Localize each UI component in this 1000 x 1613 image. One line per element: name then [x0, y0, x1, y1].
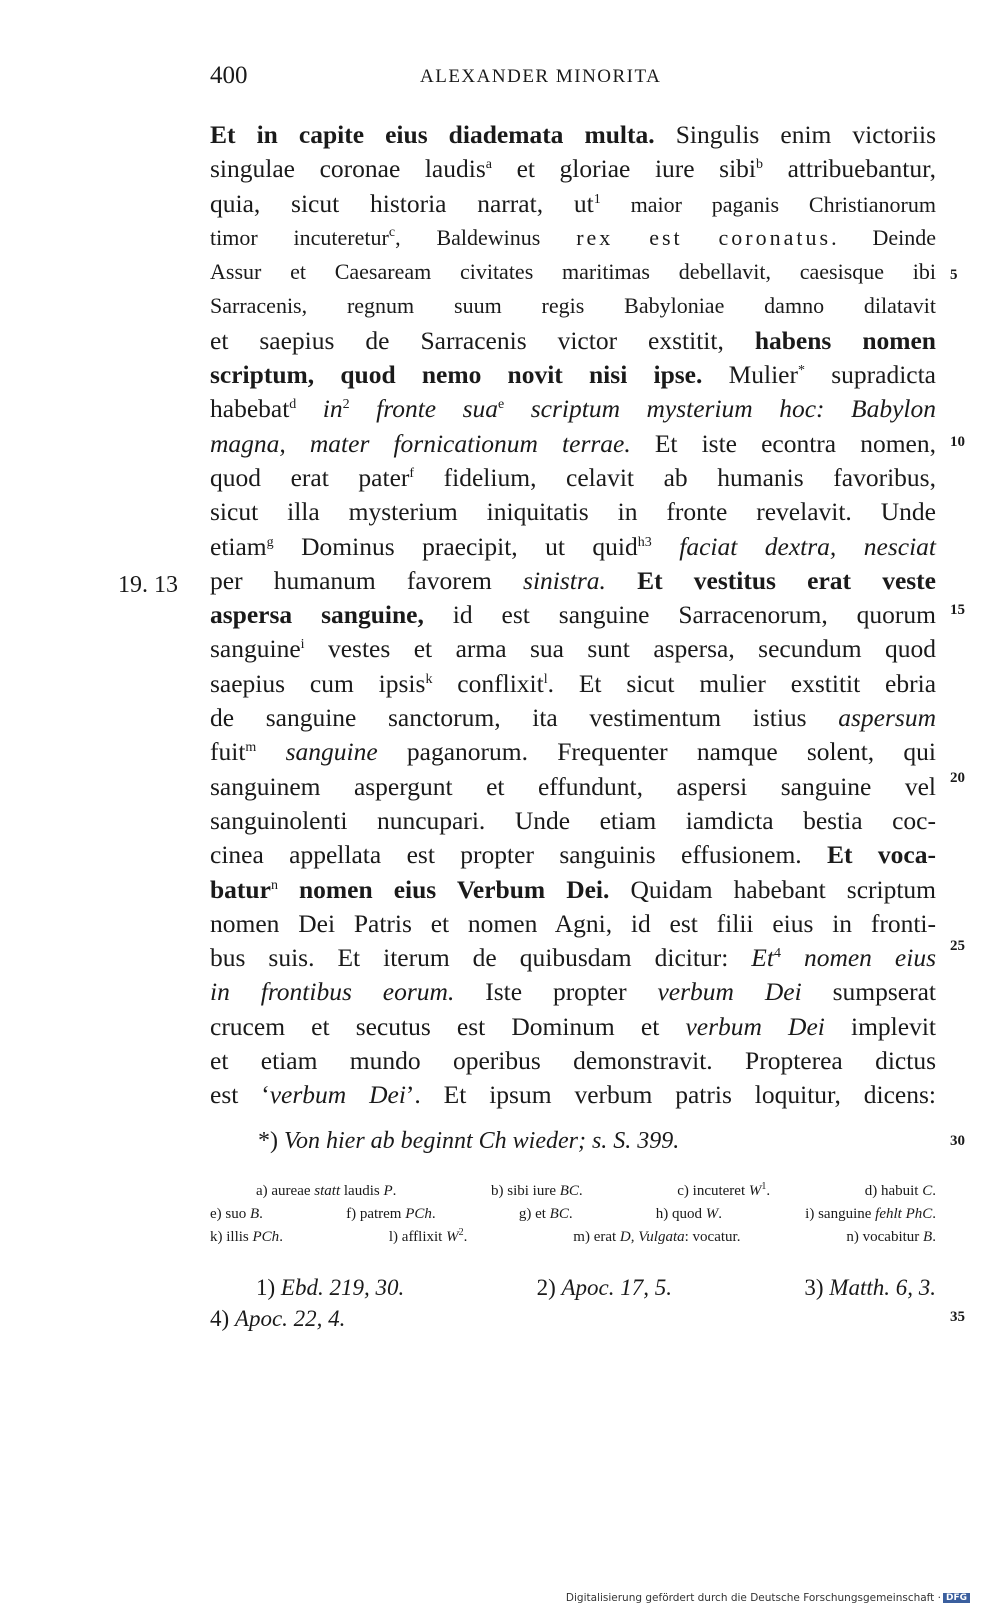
lemma: batur	[210, 874, 271, 904]
text-run: de sanguine sanctorum, ita vestimentum istius	[210, 703, 839, 733]
quotation: sinistra.	[523, 565, 606, 595]
text-run: per humanum favorem	[210, 565, 524, 595]
lemma: aspersa sanguine,	[210, 600, 424, 630]
lemma: Et voca-	[827, 840, 936, 870]
text-line-27	[210, 1010, 936, 1044]
text-run: saepius cum ipsis	[210, 668, 426, 698]
text-run: ’. Et ipsum verbum patris loquitur, dicens:	[405, 1080, 936, 1110]
text-run	[256, 737, 285, 766]
text-line-14	[210, 564, 936, 598]
text-run: est ‘	[210, 1080, 270, 1110]
apparatus-mark: n	[270, 877, 278, 893]
quotation: magna, mater fornicationum terrae.	[210, 428, 631, 458]
text-run: . Et sicut mulier exstitit ebria	[547, 668, 937, 698]
apparatus-entry-m: m) erat D, Vulgata: vocatur.	[573, 1229, 741, 1245]
text-run: etiam	[210, 531, 267, 561]
page-number: 400	[210, 62, 248, 89]
quotation: Et	[751, 943, 774, 973]
apparatus-mark: h3	[637, 534, 652, 550]
text-run	[652, 532, 679, 561]
text-run: implevit	[824, 1011, 936, 1041]
text-run	[613, 225, 649, 250]
text-line-5	[210, 255, 936, 289]
line-number-35: 35	[950, 1309, 965, 1325]
footnote-text: Von hier ab beginnt Ch wieder; s. S. 399.	[284, 1128, 680, 1154]
text-line-10	[210, 427, 936, 461]
lemma: habens nomen	[754, 325, 936, 355]
quotation: verbum Dei	[685, 1011, 825, 1041]
source-mark: 1	[593, 191, 601, 207]
text-line-7	[210, 324, 936, 358]
apparatus-mark: k	[425, 671, 433, 687]
quotation: nomen eius	[780, 943, 936, 973]
quotation: verbum Dei	[657, 977, 802, 1007]
quotation: fronte sua	[349, 394, 499, 424]
text-line-22	[210, 838, 936, 872]
footnote-mark: *)	[258, 1128, 278, 1154]
text-run: Singulis enim victoriis	[654, 120, 937, 149]
text-run: supradicta	[805, 360, 936, 390]
text-run: Et iste econtra nomen,	[630, 428, 936, 458]
text-line-17	[210, 667, 936, 701]
quotation: verbum Dei	[269, 1080, 406, 1110]
text-run: sanguine	[210, 634, 301, 664]
text-line-9	[210, 392, 936, 426]
apparatus-mark: l	[543, 671, 548, 687]
text-run: . Deinde	[831, 224, 936, 250]
text-run	[606, 566, 637, 595]
text-run: Assur et Caesaream civitates maritimas debellavit, caesisque ibi	[210, 259, 936, 285]
text-line-11	[210, 461, 936, 495]
text-line-19	[210, 735, 936, 769]
quotation: in frontibus eorum.	[210, 977, 455, 1007]
apparatus-entry-i: i) sanguine fehlt PhC.	[805, 1206, 936, 1222]
source-mark: 4	[773, 946, 781, 962]
text-line-29	[210, 1078, 936, 1112]
text-line-18	[210, 701, 936, 735]
text-line-12	[210, 495, 936, 529]
apparatus-mark: e	[498, 397, 505, 413]
lemma: Et in capite eius diademata multa.	[210, 120, 655, 149]
text-run: bus suis. Et iterum de quibusdam dicitur:	[210, 943, 752, 973]
line-number-20: 20	[950, 770, 965, 786]
star-footnote	[258, 1128, 679, 1155]
apparatus-entry-d: d) habuit C.	[864, 1183, 936, 1199]
text-line-6	[210, 289, 936, 323]
source-row	[210, 1303, 936, 1334]
source-note-1: 1) Ebd. 219, 30.	[256, 1275, 405, 1300]
text-run: conflixit	[432, 668, 544, 698]
apparatus-mark: d	[289, 397, 297, 413]
critical-apparatus	[210, 1180, 936, 1249]
source-note-4: 4) Apoc. 22, 4.	[210, 1306, 346, 1331]
quotation: scriptum mysterium hoc: Babylon	[504, 394, 937, 424]
apparatus-entry-f: f) patrem PCh.	[346, 1206, 436, 1222]
text-run: sanguinolenti nuncupari. Unde etiam iamdicta bestia coc-	[210, 805, 936, 835]
dfg-logo: DFG	[943, 1593, 970, 1603]
text-run: id est sanguine Sarracenorum, quorum	[423, 600, 936, 630]
text-run: quia, sicut historia narrat, ut	[210, 188, 594, 218]
text-line-16	[210, 632, 936, 666]
apparatus-row	[210, 1226, 936, 1249]
text-line-26	[210, 975, 936, 1009]
text-run: sanguinem aspergunt et effundunt, aspersi sanguine vel	[210, 771, 936, 801]
text-run: Dominus praecipit, ut quid	[273, 531, 638, 561]
source-row	[210, 1272, 936, 1303]
apparatus-entry-c: c) incuteret $W^1$.	[677, 1181, 771, 1199]
text-run: habebat	[210, 394, 290, 424]
lemma: nomen eius Verbum Dei.	[277, 874, 610, 904]
quotation: sanguine	[285, 737, 378, 767]
apparatus-mark: f	[409, 465, 415, 481]
text-line-24	[210, 907, 936, 941]
apparatus-row	[210, 1180, 936, 1203]
text-run: singulae coronae laudis	[210, 154, 486, 184]
spaced-word: coronatus	[718, 224, 832, 250]
text-run: et gloriae iure sibi	[491, 154, 757, 184]
text-run: Mulier	[702, 360, 798, 390]
text-run: sumpserat	[801, 977, 936, 1007]
text-run: et saepius de Sarracenis victor exstitit,	[210, 325, 755, 355]
source-note-3: 3) Matth. 6, 3.	[804, 1275, 936, 1300]
spaced-word: est	[649, 224, 683, 250]
text-run: fuit	[210, 737, 246, 767]
text-line-8	[210, 358, 936, 392]
lemma: Et vestitus erat veste	[637, 565, 936, 595]
text-line-21	[210, 804, 936, 838]
line-number-25: 25	[950, 938, 965, 954]
apparatus-entry-k: k) illis PCh.	[210, 1229, 283, 1245]
running-title: ALEXANDER MINORITA	[420, 66, 662, 87]
text-run: crucem et secutus est Dominum et	[210, 1011, 686, 1041]
text-run	[683, 225, 719, 250]
text-run: nomen Dei Patris et nomen Agni, id est filii eius in fronti-	[210, 908, 936, 938]
text-run: fidelium, celavit ab humanis favoribus,	[414, 462, 936, 492]
text-run: paganorum. Frequenter namque solent, qui	[377, 737, 936, 767]
apparatus-mark: b	[756, 157, 764, 173]
text-run: Sarracenis, regnum suum regis Babyloniae damno dilatavit	[210, 293, 936, 319]
text-run: cinea appellata est propter sanguinis effusionem.	[210, 840, 828, 870]
text-run: quod erat pater	[210, 462, 410, 492]
text-line-20	[210, 770, 936, 804]
text-run: et etiam mundo operibus demonstravit. Propterea dictus	[210, 1046, 936, 1076]
apparatus-entry-g: g) et BC.	[518, 1206, 573, 1222]
apparatus-entry-a: a) aureae statt laudis P.	[256, 1183, 397, 1199]
text-line-2	[210, 152, 936, 186]
text-run: attribuebantur,	[763, 154, 936, 184]
apparatus-mark: i	[300, 637, 305, 653]
apparatus-row	[210, 1203, 936, 1226]
text-run: vestes et arma sua sunt aspersa, secundum quod	[304, 634, 936, 664]
apparatus-entry-b: b) sibi iure BC.	[490, 1183, 583, 1199]
digitization-credit	[566, 1592, 970, 1604]
text-line-3	[210, 187, 936, 221]
apparatus-entry-n: n) vocabitur B.	[846, 1229, 936, 1245]
main-text	[210, 118, 936, 1113]
text-run: maior paganis Christianorum	[600, 191, 936, 217]
text-run: Iste propter	[454, 977, 658, 1007]
text-line-23	[210, 873, 936, 907]
text-run: , Baldewinus	[395, 224, 577, 250]
line-number-10: 10	[950, 434, 965, 450]
apparatus-entry-e: e) suo B.	[210, 1206, 263, 1222]
apparatus-mark: a	[485, 157, 492, 173]
quotation: aspersum	[838, 703, 936, 733]
spaced-word: rex	[576, 224, 614, 250]
source-notes	[210, 1272, 936, 1334]
text-line-28	[210, 1044, 936, 1078]
quotation: faciat dextra, nesciat	[679, 531, 936, 561]
apparatus-mark: g	[266, 534, 274, 550]
line-number-5: 5	[950, 267, 958, 283]
text-line-13	[210, 530, 936, 564]
apparatus-entry-l: l) afflixit $W^2$.	[388, 1227, 468, 1245]
text-line-15	[210, 598, 936, 632]
footnote-star-mark: *	[798, 363, 805, 379]
text-run: Quidam habebant scriptum	[609, 874, 937, 904]
text-line-25	[210, 941, 936, 975]
margin-reference: 19. 13	[118, 572, 178, 598]
source-note-2: 2) Apoc. 17, 5.	[536, 1275, 673, 1300]
apparatus-entry-h: h) quod W.	[655, 1206, 722, 1222]
text-line-4	[210, 221, 936, 255]
credit-text: Digitalisierung gefördert durch die Deutsche Forschungsgemeinschaft ·	[565, 1592, 941, 1604]
source-mark: 2	[342, 397, 350, 413]
apparatus-mark: m	[245, 740, 257, 756]
apparatus-mark: c	[388, 224, 396, 240]
quotation: in	[296, 394, 343, 424]
lemma: scriptum, quod nemo novit nisi ipse.	[210, 360, 703, 390]
line-number-30: 30	[950, 1133, 965, 1149]
text-line-1	[210, 118, 936, 152]
line-number-15: 15	[950, 602, 965, 618]
text-run: sicut illa mysterium iniquitatis in fronte revelavit. Unde	[210, 497, 936, 527]
text-run: timor incuteretur	[210, 224, 389, 250]
